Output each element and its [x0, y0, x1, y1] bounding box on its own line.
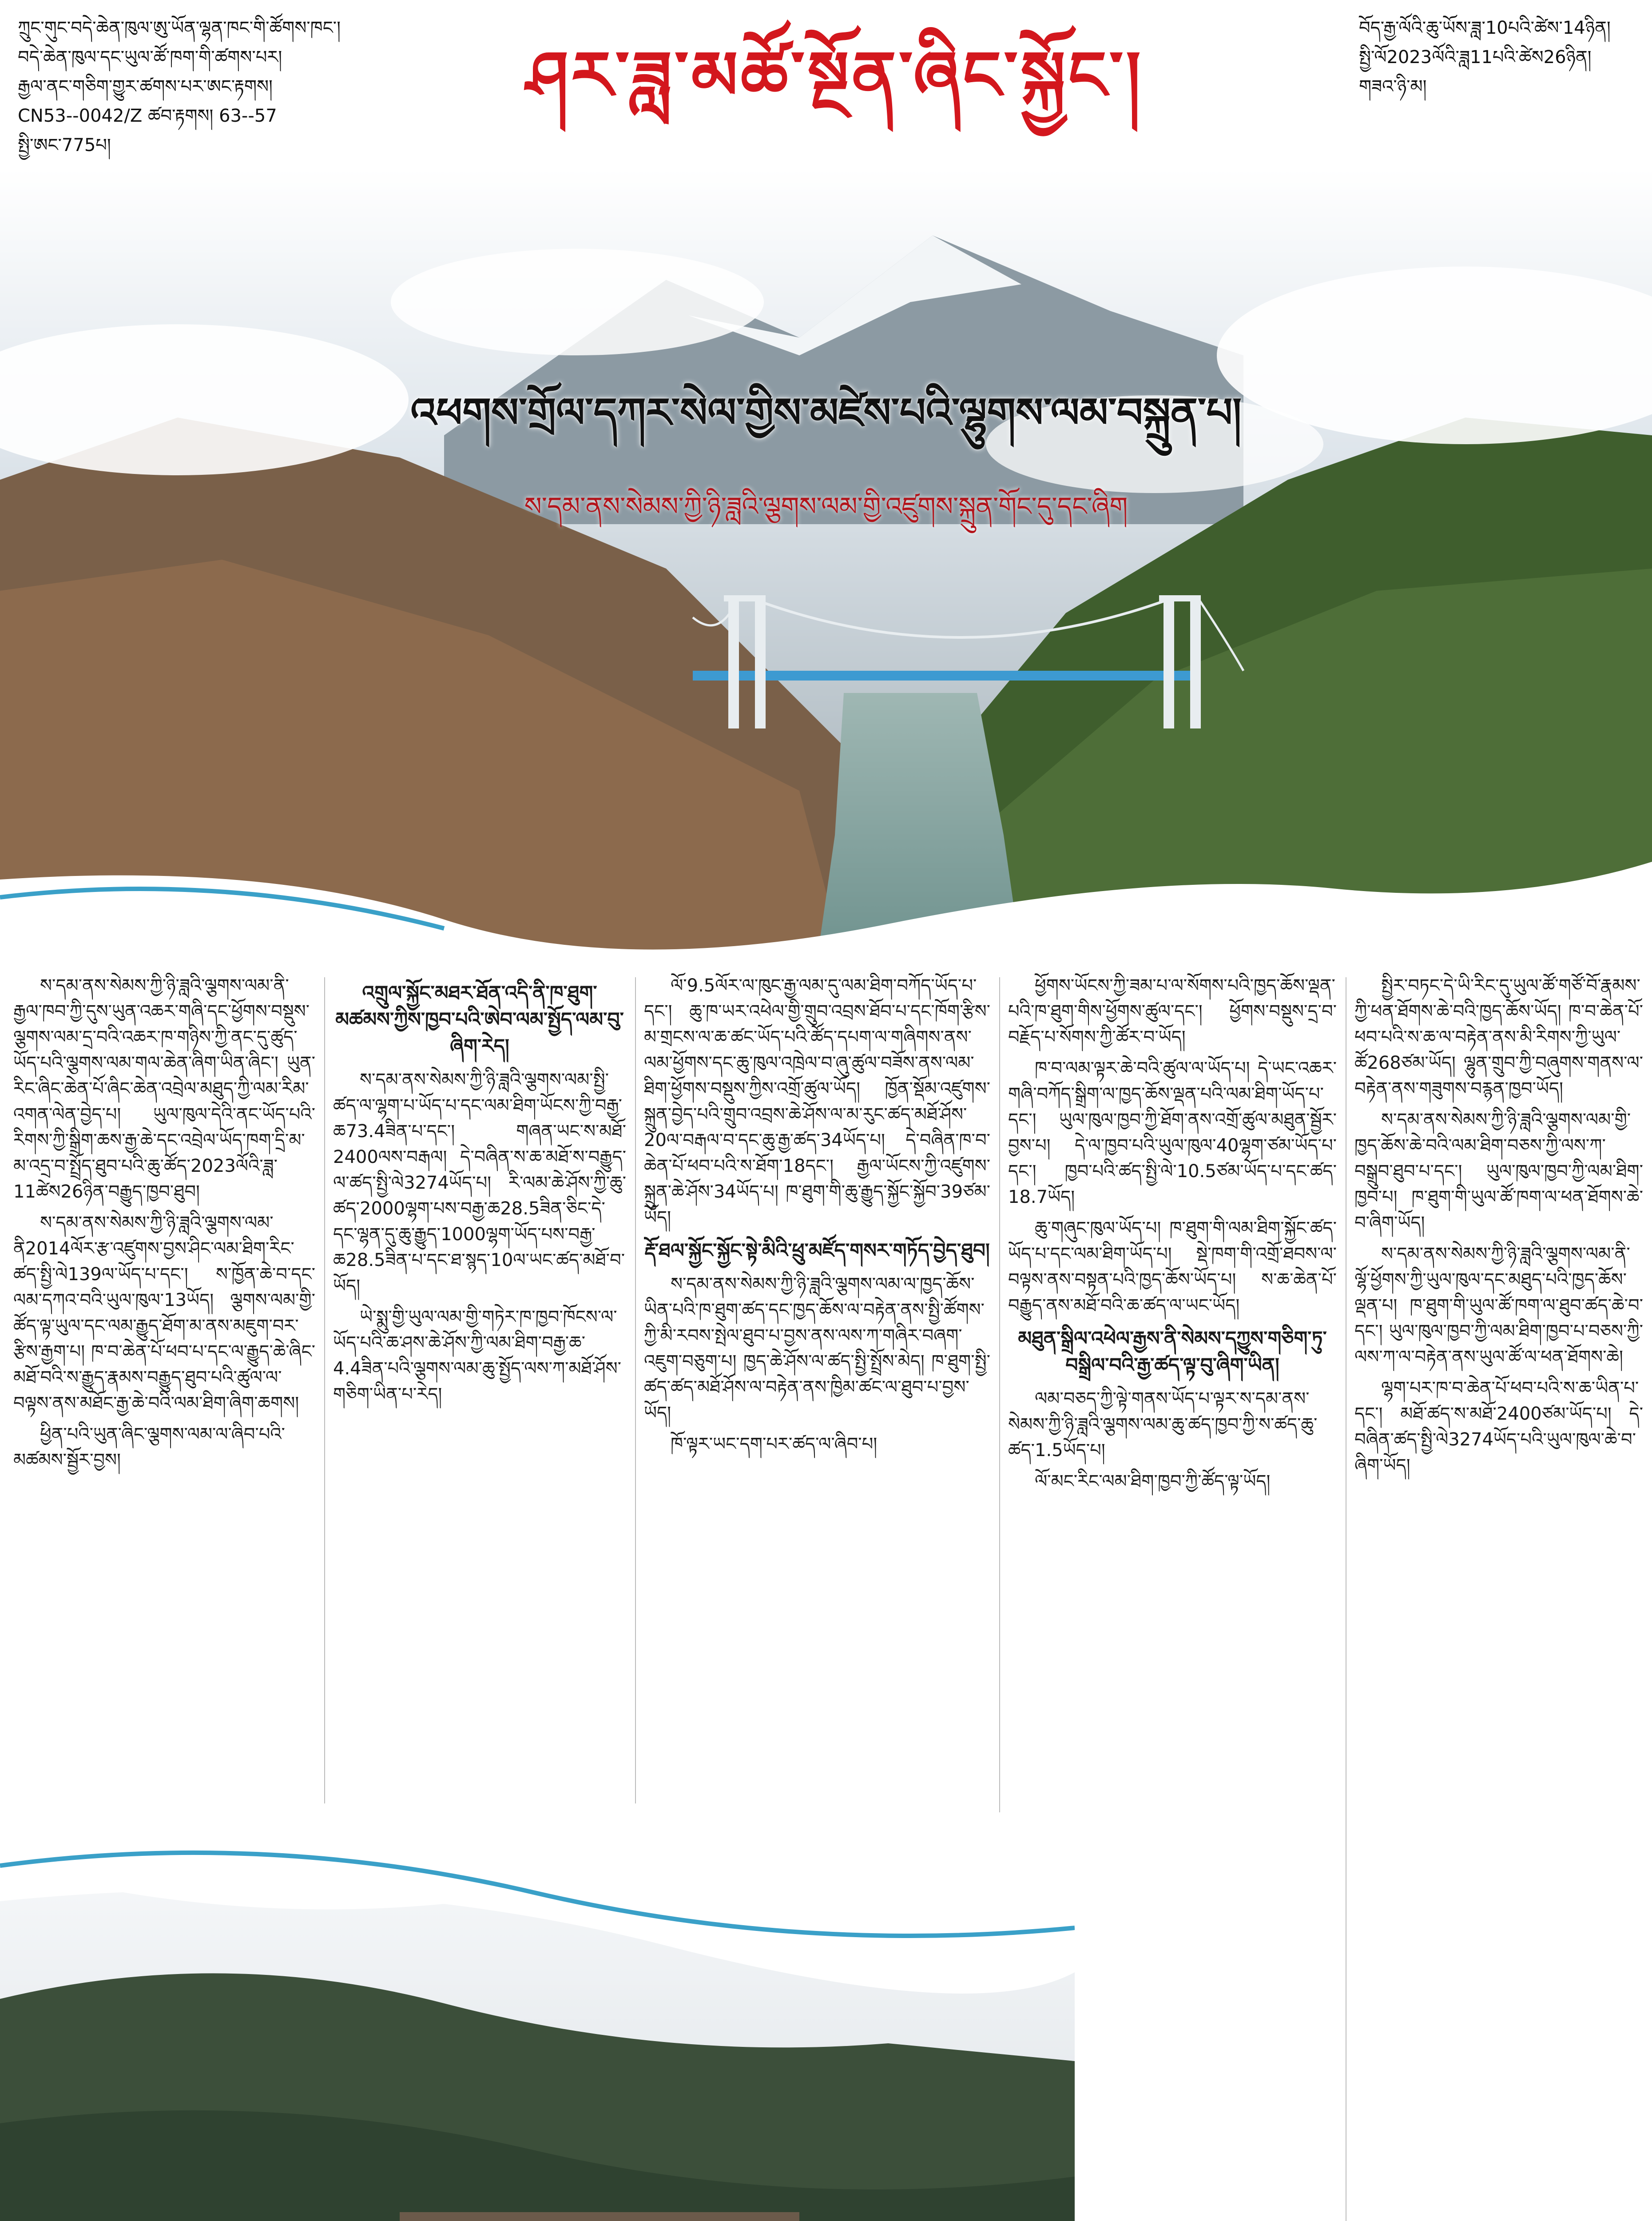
headline: འཕགས་གྲོལ་དཀར་སེལ་གྱིས་མཛེས་པའི་ལྷུགས་ལམ་བསྐྲུན་པ།	[410, 389, 1242, 437]
registration-label: རྒྱལ་ནང་གཅིག་གྱུར་ཚགས་པར་ཨང་རྟགས།	[18, 76, 273, 97]
tibetan-date: བོད་རྒྱ་ལོའི་ཆུ་ཡོས་ཟླ་10པའི་ཚེས་14ཉིན།	[1359, 18, 1611, 38]
paragraph: ཆུ་གཞུང་ཁུལ་ཡོད་པ། ཁ་ཐུག་གི་ལམ་ཐིག་སྐྱོང་ཚད་ཡོད་པ་དང་ལམ་ཐིག་ཡོད་པ། སྡེ་ཁག་གི་འགྲོ་ཐབས་ལ་བལྟས་ནས་བསྟན་པའི་ཁྱད་ཆོས་ཡོད་པ། ས་ཆ་ཆེན་པོ་བརྒྱུད་ནས་མཐོ་བའི་ཆ་ཚད་ལ་ཡང་ཡོད།	[1008, 1218, 1337, 1316]
paragraph: ས་དམ་ནས་སེམས་ཀྱི་ཉི་ཟླའི་ལྕགས་ལམ་ནི་རྒྱལ་ཁབ་ཀྱི་དུས་ཡུན་འཆར་གཞི་དང་ཕྱོགས་བསྡུས་ལྕགས་ལམ་དྲ་བའི་འཆར་ཁ་གཉིས་ཀྱི་ནང་དུ་ཚུད་ཡོད་པའི་ལྕགས་ལམ་གལ་ཆེན་ཞིག་ཡིན་ཞིང་། ཡུན་རིང་ཞིང་ཆེན་པོ་ཞིང་ཆེན་འབྲེལ་མཐུད་ཀྱི་ལམ་རིམ་འགན་ལེན་བྱེད་པ། ཡུལ་ཁུལ་དེའི་ནང་ཡོད་པའི་རིགས་ཀྱི་སྒྲིག་ཆས་རྒྱ་ཆེ་དང་འབྲེལ་ཡོད་ཁག་དྲི་མ་མ་འདྲ་བ་སྤྲོད་ཐུབ་པའི་ཆུ་ཚོད་2023ལོའི་ཟླ་11ཚེས26ཉིན་བརྒྱུད་ཁྱབ་ཐུབ།	[13, 975, 315, 1202]
newspaper-logo: ཤར་ཟླ་མཚོ་སྔོན་ཞིང་སྐྱོང་།	[526, 36, 1144, 115]
issue-number: སྤྱི་ཨང་775པ།	[18, 135, 111, 155]
article-column-2	[333, 973, 626, 1808]
train-photo	[0, 1812, 1075, 2221]
sponsor-line: བདེ་ཆེན་ཁུལ་དང་ཡུལ་ཚོ་ཁག་གི་ཚགས་པར།	[18, 47, 282, 68]
paragraph: ཕྱིན་པའི་ཡུན་ཞིང་ལྕགས་ལམ་ལ་ཞིབ་པའི་མཚམས་སྦྱོར་བྱས།	[13, 1424, 285, 1470]
article-column-5	[1354, 973, 1643, 2221]
high-speed-train-image	[0, 1812, 1075, 2221]
masthead-left	[18, 13, 355, 160]
paragraph: ལྷག་པར་ཁ་བ་ཆེན་པོ་ཕབ་པའི་ས་ཆ་ཡིན་པ་དང་། མཐོ་ཚད་ས་མཐོ་2400ཙམ་ཡོད་པ། དེ་བཞིན་ཚད་སྤྱི་ལེ3274ཡོད་པའི་ཡུལ་ཁུལ་ཆེ་བ་ཞིག་ཡོད།	[1354, 1378, 1643, 1476]
section-subtitle: རྡོ་ཐལ་སྐྱོང་སྐྱོང་སྟེ་མིའི་ཕྲུ་མཛོད་གསར་གཏོད་བྱེད་ཐུབ།	[644, 1239, 990, 1262]
publisher-line: ཀྲུང་གུང་བདེ་ཆེན་ཁུལ་ཨུ་ཡོན་ལྷན་ཁང་གི་ཚོགས་ཁང་།	[18, 18, 341, 38]
article-column-1	[13, 973, 315, 1808]
section-subtitle: མཐུན་སྒྲིལ་འཕེལ་རྒྱས་ནི་སེམས་དཀྱུས་གཅིག་ཏུ་བསྒྲིལ་བའི་རྒྱ་ཚད་ལྟ་བུ་ཞིག་ཡིན།	[1018, 1327, 1327, 1377]
paragraph: ཁ་བ་ལམ་ལྟར་ཆེ་བའི་ཚུལ་ལ་ཡོད་པ། དེ་ཡང་འཆར་གཞི་བཀོད་སྒྲིག་ལ་ཁྱད་ཆོས་ལྡན་པའི་ལམ་ཐིག་ཡོད་པ་དང་། ཡུལ་ཁུལ་ཁྱབ་ཀྱི་ཐོག་ནས་འགྲོ་ཚུལ་མཐུན་སྦྱོར་བྱས་པ། དེ་ལ་ཁྱབ་པའི་ཡུལ་ཁུལ་40ལྷག་ཙམ་ཡོད་པ་དང་། ཁྱབ་པའི་ཚད་སྤྱི་ལེ་10.5ཙམ་ཡོད་པ་དང་ཚད་18.7ཡོད།	[1008, 1058, 1337, 1207]
paragraph: ས་དམ་ནས་སེམས་ཀྱི་ཉི་ཟླའི་ལྕགས་ལམ་ནི2014ལོར་རྩ་འཛུགས་བྱས་ཤིང་ལམ་ཐིག་རིང་ཚད་སྤྱི་ལེ139ལ་ཡོད་པ་དང་། ས་ཁྱོན་ཆེ་བ་དང་ལམ་དཀའ་བའི་ཡུལ་ཁུལ་13ཡོད། ལྕགས་ལམ་གྱི་ཚོད་ལྟ་ཡུལ་དང་ལམ་རྒྱུད་ཐོག་མ་ནས་མཇུག་བར་རྩིས་རྒྱག་པ། ཁ་བ་ཆེན་པོ་ཕབ་པ་དང་ལ་རྒྱུད་ཆེ་ཞིང་མཐོ་བའི་ས་རྒྱུད་རྣམས་བརྒྱུད་ཐུབ་པའི་ཚུལ་ལ་བལྟས་ནས་མཐོང་རྒྱ་ཆེ་བའི་ལམ་ཐིག་ཞིག་ཆགས།	[13, 1213, 315, 1413]
column-divider	[635, 977, 636, 1803]
paragraph: ཁོ་ལྟར་ཡང་དག་པར་ཚད་ལ་ཞིབ་པ།	[671, 1434, 878, 1454]
paragraph: ས་དམ་ནས་སེམས་ཀྱི་ཉི་ཟླའི་ལྕགས་ལམ་སྤྱི་ཚད་ལ་ལྷག་པ་ཡོད་པ་དང་ལམ་ཐིག་ཡོངས་ཀྱི་བརྒྱ་ཆ73.4ཟིན་པ་དང་། གཞན་ཡང་ས་མཐོ་2400ལས་བརྒལ། དེ་བཞིན་ས་ཆ་མཐོ་ས་བརྒྱུད་ལ་ཚད་སྤྱི་ལེ3274ཡོད་པ། རི་ལམ་ཆེ་ཤོས་ཀྱི་ཆུ་ཚད་2000ལྷག་པས་བརྒྱ་ཆ28.5ཟིན་ཅིང་དེ་དང་ལྷན་དུ་ཆུ་རྒྱུད་1000ལྷག་ཡོད་པས་བརྒྱ་ཆ28.5ཟིན་པ་དང་ཐ་སྙད་10ལ་ཡང་ཚད་མཐོ་བ་ཡོད།	[333, 1070, 626, 1296]
weekday: གཟའ་ཉི་མ།	[1359, 76, 1427, 97]
subheadline: ས་དམ་ནས་སེམས་ཀྱི་ཉི་ཟླའི་ལྕགས་ལམ་གྱི་འཛུགས་སྐྲུན་གོང་དུ་དང་ཞིག	[524, 491, 1128, 521]
column-divider	[324, 977, 325, 1803]
gregorian-date: སྤྱི་ལོ2023ལོའི་ཟླ11པའི་ཚེས26ཉིན།	[1359, 47, 1592, 68]
paragraph: ལམ་བཅད་ཀྱི་ལྟེ་གནས་ཡོད་པ་ལྟར་ས་དམ་ནས་སེམས་ཀྱི་ཉི་ཟླའི་ལྕགས་ལམ་ཆུ་ཚད་ཁྱབ་ཀྱི་ས་ཚད་ཆུ་ཚད་1.5ཡོད་པ།	[1008, 1389, 1318, 1461]
paragraph: ས་དམ་ནས་སེམས་ཀྱི་ཉི་ཟླའི་ལྕགས་ལམ་ལ་ཁྱད་ཆོས་ཡིན་པའི་ཁ་ཐུག་ཚད་དང་ཁྱད་ཆོས་ལ་བརྟེན་ནས་སྤྱི་ཚོགས་ཀྱི་མི་རབས་སྤེལ་ཐུབ་པ་བྱས་ནས་ལས་ཀ་གཞིར་བཞག་འཇུག་བཅུག་པ། ཁྱད་ཆེ་ཤོས་ལ་ཚད་སྤྱི་སྤྲོས་མེད། ཁ་ཐུག་སྤྱི་ཚད་ཚད་མཐོ་ཤོས་ལ་བརྟེན་ནས་ཁྱིམ་ཚང་ལ་ཐུབ་པ་བྱས་ཡོད།	[644, 1274, 990, 1423]
section-subtitle: འགྲུལ་སྐྱོང་མཐར་ཐོན་འདི་ནི་ཁ་ཐུག་མཚམས་ཀྱིས་ཁྱབ་པའི་ཨེབ་ལམ་སྤྱོད་ལམ་བུ་ཞིག་རེད།	[335, 982, 624, 1058]
paragraph: ལོ་མང་རིང་ལམ་ཐིག་ཁྱབ་ཀྱི་ཚོད་ལྟ་ཡོད།	[1035, 1471, 1271, 1492]
paragraph: སྤྱིར་བཏང་དེ་ཡི་རིང་དུ་ཡུལ་ཚོ་གཙོ་བོ་རྣམས་ཀྱི་ཕན་ཐོགས་ཆེ་བའི་ཁྱད་ཆོས་ཡོད། ཁ་བ་ཆེན་པོ་ཕབ་པའི་ས་ཆ་ལ་བརྟེན་ནས་མི་རིགས་ཀྱི་ཡུལ་ཚོ268ཙམ་ཡོད། ལྷུན་གྲུབ་ཀྱི་བཞུགས་གནས་ལ་བརྟེན་ནས་གཟུགས་བརྙན་ཁྱབ་ཡོད།	[1354, 975, 1643, 1099]
paragraph: ས་དམ་ནས་སེམས་ཀྱི་ཉི་ཟླའི་ལྕགས་ལམ་ནི་ལྷོ་ཕྱོགས་ཀྱི་ཡུལ་ཁུལ་དང་མཐུད་པའི་ཁྱད་ཆོས་ལྡན་པ། ཁ་ཐུག་གི་ཡུལ་ཚོ་ཁག་ལ་ཐུབ་ཚད་ཆེ་བ་དང་། ཡུལ་ཁུལ་ཁྱབ་ཀྱི་ལམ་ཐིག་ཁྱབ་པ་བཅས་ཀྱི་ལས་ཀ་ལ་བརྟེན་ནས་ཡུལ་ཚོ་ལ་ཕན་ཐོགས་ཆེ།	[1354, 1244, 1643, 1367]
bridge-landscape-image	[0, 169, 1652, 959]
registration-number: CN53--0042/Z ཚབ་རྟགས། 63--57	[18, 106, 277, 126]
paragraph: ས་དམ་ནས་སེམས་ཀྱི་ཉི་ཟླའི་ལྕགས་ལམ་གྱི་ཁྱད་ཆོས་ཆེ་བའི་ལམ་ཐིག་བཅས་ཀྱི་ལས་ཀ་བསྒྲུབ་ཐུབ་པ་དང་། ཡུལ་ཁུལ་ཁྱབ་ཀྱི་ལམ་ཐིག་ཁྱབ་པ། ཁ་ཐུག་གི་ཡུལ་ཚོ་ཁག་ལ་ཕན་ཐོགས་ཆེ་བ་ཞིག་ཡོད།	[1354, 1110, 1643, 1233]
paragraph: ལོ་9.5ལོར་ལ་ཁུང་རྒྱ་ལམ་དུ་ལམ་ཐིག་བཀོད་ཡོད་པ་དང་། ཆུ་ཁ་ཡར་འཕེལ་གྱི་གྲུབ་འབྲས་ཐོབ་པ་དང་ཁོག་རྩིས་མ་གྲངས་ལ་ཆ་ཚང་ཡོད་པའི་ཚོད་དཔག་ལ་གཞིགས་ནས་ལམ་ཕྱོགས་དང་ཆུ་ཁུལ་འཁྲེལ་བ་ཞུ་ཚུལ་བཟོས་ནས་ལམ་ཐིག་ཕྱོགས་བསྡུས་ཀྱིས་འགྲོ་ཚུལ་ཡོད། ཁྱོན་སྡོམ་འཛུགས་སྐྲུན་བྱེད་པའི་གྲུབ་འབྲས་ཆེ་ཤོས་ལ་མ་རུང་ཚད་མཐོ་ཤོས་20ལ་བརྒལ་བ་དང་ཆུ་རྒྱ་ཚད་34ཡོད་པ། དེ་བཞིན་ཁ་བ་ཆེན་པོ་ཕབ་པའི་ས་ཐོག་18དང་། རྒྱལ་ཡོངས་ཀྱི་འཛུགས་སྐྲུན་ཆེ་ཤོས་34ཡོད་པ། ཁ་ཐུག་གི་ཆུ་རྒྱུད་སྐྱོང་སྐྱོབ་39ཙམ་ཡོད།	[644, 975, 990, 1228]
hero-photo	[0, 169, 1652, 959]
paragraph: ཡེ་སྨུ་གྱི་ཡུལ་ལམ་གྱི་གཏེར་ཁ་ཁྱབ་ཁོངས་ལ་ཡོད་པའི་ཆ་ཤས་ཆེ་ཤོས་ཀྱི་ལམ་ཐིག་བརྒྱ་ཆ་4.4ཟིན་པའི་ལྕགས་ལམ་ཆུ་སྤྱོད་ལས་ཀ་མཐོ་ཤོས་གཅིག་ཡིན་པ་རེད།	[333, 1307, 621, 1405]
paragraph: ཕྱོགས་ཡོངས་ཀྱི་ཟམ་པ་ལ་སོགས་པའི་ཁྱད་ཆོས་ལྡན་པའི་ཁ་ཐུག་གིས་ཕྱོགས་ཚུལ་དང་། ཕྱོགས་བསྡུས་དྲ་བ་བརྗོད་པ་སོགས་ཀྱི་ཚོར་བ་ཡོད།	[1008, 975, 1337, 1047]
masthead-right	[1359, 13, 1643, 101]
